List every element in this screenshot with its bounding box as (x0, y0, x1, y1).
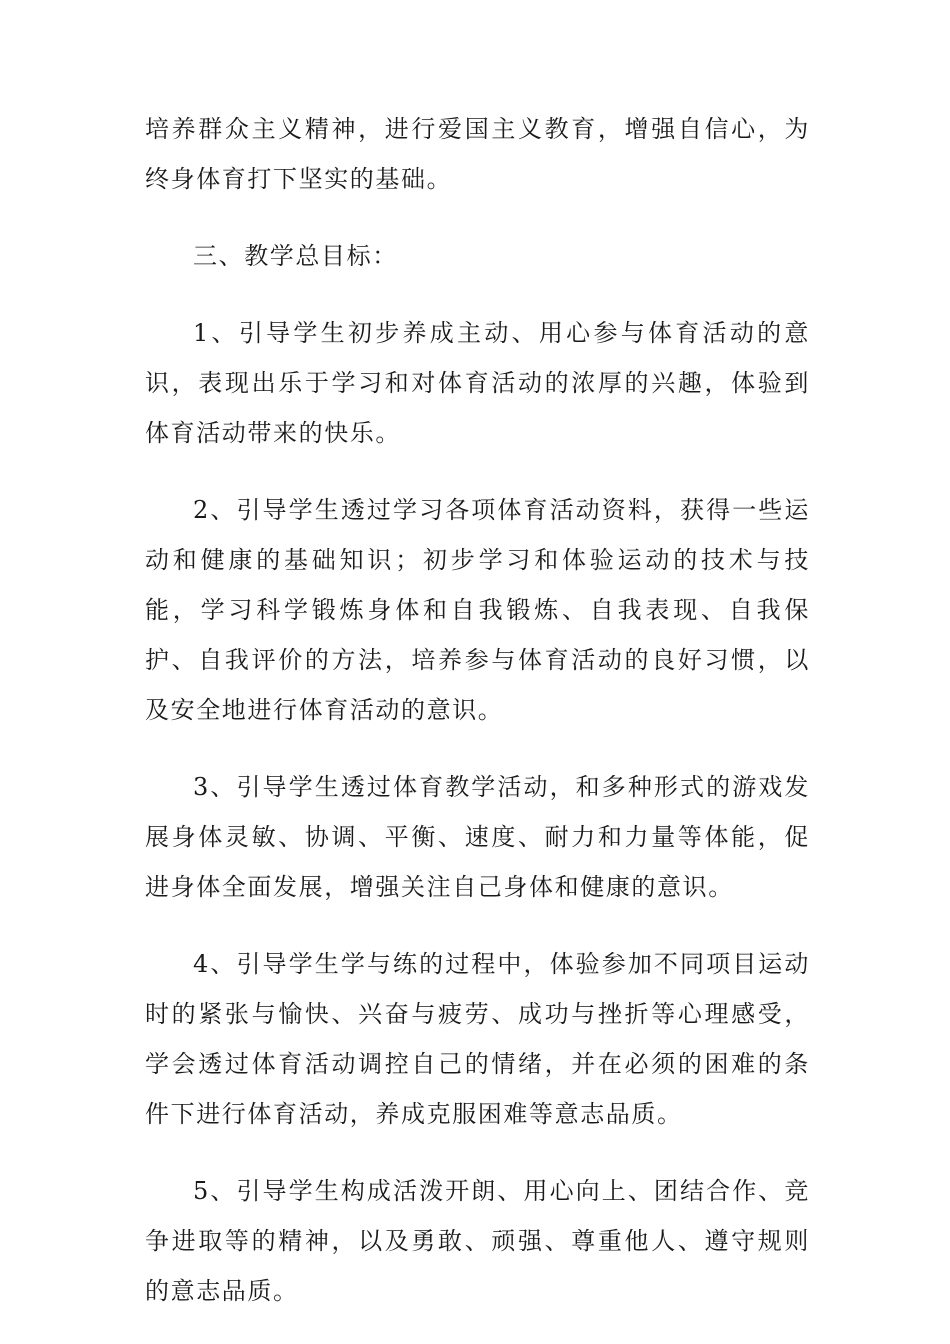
section-heading: 三、教学总目标： (193, 242, 398, 270)
goal-item-1: 1、引导学生初步养成主动、用心参与体育活动的意识，表现出乐于学习和对体育活动的浓厚的兴趣，体验到体育活动带来的快乐。 (145, 319, 810, 447)
goal-item-3: 3、引导学生透过体育教学活动，和多种形式的游戏发展身体灵敏、协调、平衡、速度、耐力和力量等体能，促进身体全面发展，增强关注自己身体和健康的意识。 (145, 773, 810, 901)
goal-item-4: 4、引导学生学与练的过程中，体验参加不同项目运动时的紧张与愉快、兴奋与疲劳、成功与挫折等心理感受，学会透过体育活动调控自己的情绪，并在必须的困难的条件下进行体育活动，养成克服困难等意志品质。 (145, 950, 810, 1128)
goal-item-5: 5、引导学生构成活泼开朗、用心向上、团结合作、竞争进取等的精神，以及勇敢、顽强、尊重他人、遵守规则的意志品质。 (145, 1177, 810, 1305)
paragraph-continuation: 培养群众主义精神，进行爱国主义教育，增强自信心，为终身体育打下坚实的基础。 (145, 115, 810, 193)
document-body (145, 104, 810, 1343)
goal-item-2: 2、引导学生透过学习各项体育活动资料，获得一些运动和健康的基础知识；初步学习和体验运动的技术与技能，学习科学锻炼身体和自我锻炼、自我表现、自我保护、自我评价的方法，培养参与体育活动的良好习惯，以及安全地进行体育活动的意识。 (145, 496, 810, 724)
